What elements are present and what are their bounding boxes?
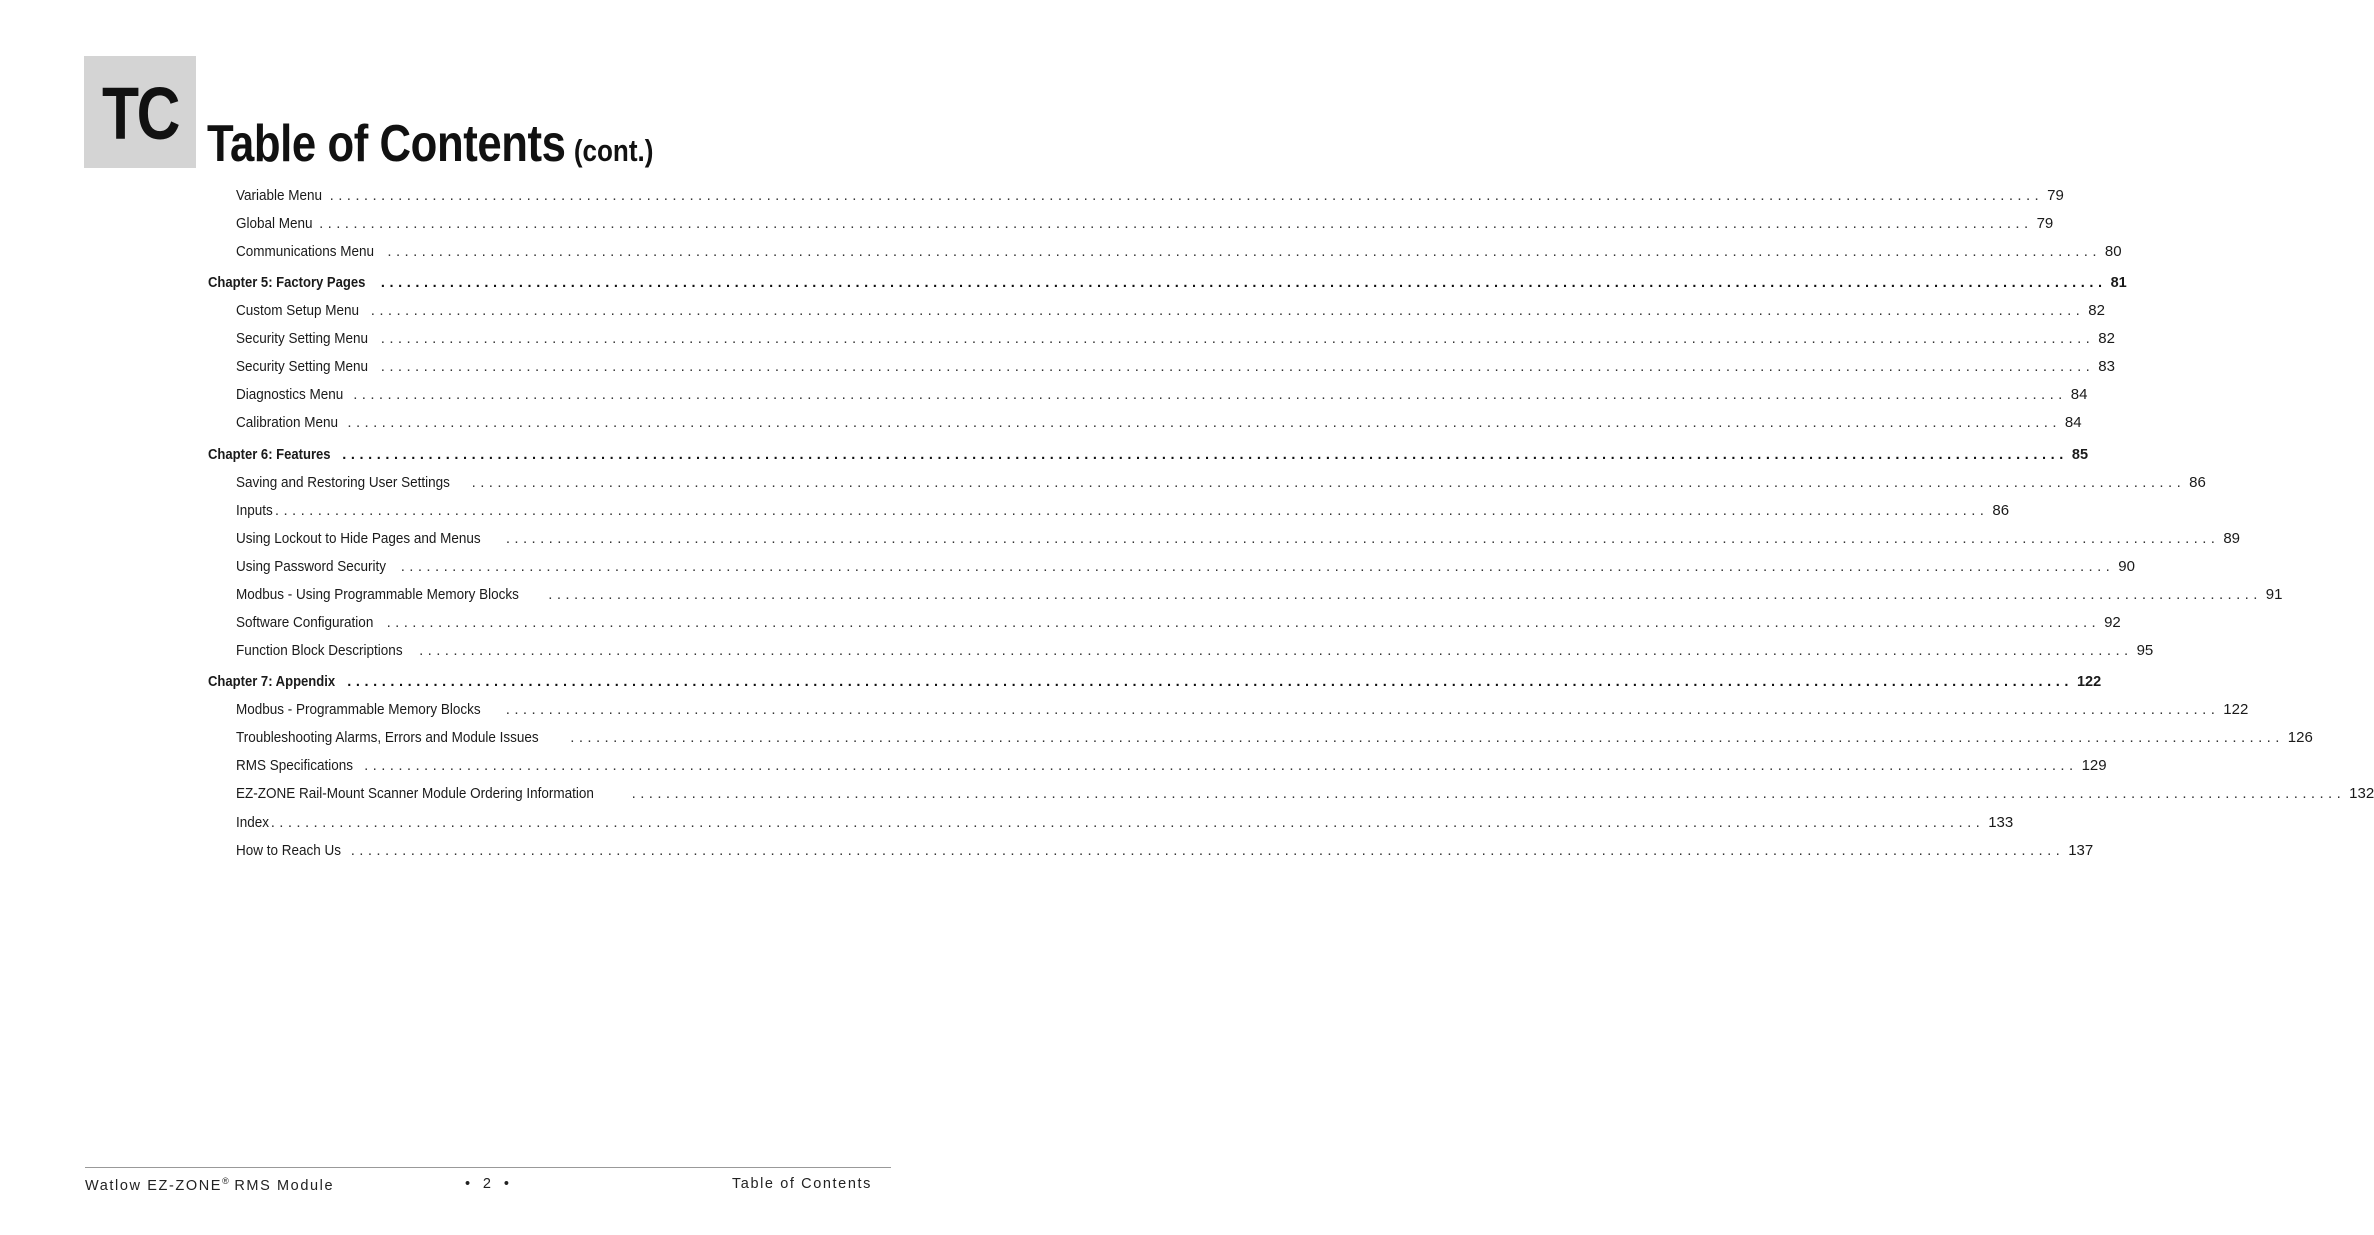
- footer-section-title: Table of Contents: [731, 1176, 872, 1192]
- toc-entry[interactable]: [236, 641, 2154, 661]
- toc-entry-label: Chapter 6: Features: [208, 447, 331, 463]
- toc-entry[interactable]: [236, 585, 2283, 605]
- toc-entry-label: RMS Specifications: [236, 757, 354, 774]
- toc-entry-page: 82: [2088, 302, 2105, 319]
- toc-leader-dots: ........................................................................................................................................................................................................: [386, 614, 2101, 631]
- toc-leader-dots: ........................................................................................................................................................................................................: [548, 586, 2262, 603]
- toc-leader-dots: ........................................................................................................................................................................................................: [380, 330, 2095, 347]
- toc-leader-dots: ........................................................................................................................................................................................................: [505, 530, 2220, 547]
- toc-entry[interactable]: [236, 186, 2064, 206]
- toc-leader-dots: ........................................................................................................................................................................................................: [419, 642, 2133, 659]
- toc-leader-dots: ........................................................................................................................................................................................................: [364, 757, 2078, 774]
- toc-entry-page: 86: [1992, 502, 2010, 519]
- toc-leader-dots: ........................................................................................................................................................................................................: [631, 785, 2346, 802]
- toc-entry[interactable]: [236, 214, 2054, 234]
- toc-leader-dots: ........................................................................................................................................................................................................: [400, 558, 2115, 575]
- toc-leader-dots: ........................................................................................................................................................................................................: [347, 674, 2073, 690]
- toc-chapter-entry[interactable]: [208, 273, 2127, 293]
- chapter-badge-text: TC: [102, 72, 178, 155]
- toc-entry[interactable]: [236, 557, 2135, 577]
- toc-entry-label: Using Password Security: [236, 558, 387, 575]
- toc-leader-dots: ........................................................................................................................................................................................................: [387, 243, 2101, 260]
- toc-leader-dots: ........................................................................................................................................................................................................: [570, 729, 2284, 746]
- toc-entry-page: 129: [2081, 757, 2107, 774]
- toc-entry-label: Modbus - Programmable Memory Blocks: [236, 701, 481, 718]
- toc-entry-page: 133: [1988, 814, 2014, 831]
- toc-entry[interactable]: [236, 242, 2122, 262]
- toc-entry-label: Security Setting Menu: [236, 358, 369, 375]
- toc-leader-dots: ........................................................................................................................................................................................................: [347, 414, 2061, 431]
- toc-entry-label: Variable Menu: [236, 187, 323, 204]
- toc-entry-page: 91: [2265, 586, 2283, 603]
- toc-leader-dots: ........................................................................................................................................................................................................: [270, 814, 1985, 831]
- footer-divider: [85, 1167, 891, 1168]
- toc-entry[interactable]: [236, 784, 2374, 804]
- toc-leader-dots: ........................................................................................................................................................................................................: [319, 215, 2033, 232]
- footer-product-suffix: RMS Module: [228, 1178, 335, 1194]
- toc-entry-label: Chapter 7: Appendix: [208, 674, 336, 690]
- toc-entry[interactable]: [236, 473, 2206, 493]
- toc-entry-page: 79: [2036, 215, 2054, 232]
- toc-entry-page: 137: [2068, 842, 2094, 859]
- toc-entry-label: Index: [236, 814, 270, 831]
- toc-leader-dots: ........................................................................................................................................................................................................: [342, 447, 2068, 463]
- toc-entry-page: 90: [2118, 558, 2135, 575]
- toc-entry[interactable]: [236, 529, 2241, 549]
- toc-entry-page: 122: [2223, 701, 2249, 718]
- toc-entry[interactable]: [236, 841, 2094, 861]
- footer-registered-mark: ®: [222, 1176, 229, 1186]
- toc-leader-dots: ........................................................................................................................................................................................................: [505, 701, 2220, 718]
- toc-entry[interactable]: [236, 329, 2115, 349]
- toc-entry-label: Calibration Menu: [236, 414, 339, 431]
- toc-entry[interactable]: [236, 613, 2121, 633]
- toc-entry-label: Security Setting Menu: [236, 330, 369, 347]
- toc-entry-label: Chapter 5: Factory Pages: [208, 275, 366, 291]
- toc-entry[interactable]: [236, 756, 2107, 776]
- toc-entry-label: Global Menu: [236, 215, 313, 232]
- toc-entry-page: 83: [2098, 358, 2115, 375]
- toc-entry-page: 122: [2076, 674, 2102, 690]
- toc-entry-page: 126: [2287, 729, 2313, 746]
- toc-entry-page: 89: [2223, 530, 2241, 547]
- toc-chapter-entry[interactable]: [208, 445, 2089, 465]
- toc-entry[interactable]: [236, 813, 2014, 833]
- toc-entry[interactable]: [236, 385, 2088, 405]
- toc-entry[interactable]: [236, 357, 2115, 377]
- toc-entry-page: 84: [2070, 386, 2088, 403]
- toc-entry-page: 85: [2071, 447, 2089, 463]
- toc-entry-page: 95: [2136, 642, 2154, 659]
- toc-leader-dots: ........................................................................................................................................................................................................: [370, 302, 2085, 319]
- footer-product: [85, 1176, 334, 1194]
- toc-entry-page: 86: [2189, 474, 2206, 491]
- toc-entry-label: Function Block Descriptions: [236, 642, 403, 659]
- toc-entry-label: Custom Setup Menu: [236, 302, 360, 319]
- page-title-main: Table of Contents: [207, 115, 566, 173]
- page-title-suffix: (cont.): [573, 133, 654, 168]
- toc-entry-label: Modbus - Using Programmable Memory Blocks: [236, 586, 519, 603]
- toc-entry-page: 82: [2098, 330, 2115, 347]
- toc-entry[interactable]: [236, 501, 2010, 521]
- toc-entry-page: 80: [2104, 243, 2122, 260]
- toc-entry-label: How to Reach Us: [236, 842, 342, 859]
- toc-leader-dots: ........................................................................................................................................................................................................: [380, 358, 2095, 375]
- toc-entry-label: Using Lockout to Hide Pages and Menus: [236, 530, 481, 547]
- toc-entry-label: EZ-ZONE Rail-Mount Scanner Module Ordering Information: [236, 785, 594, 802]
- toc-leader-dots: ........................................................................................................................................................................................................: [353, 386, 2067, 403]
- toc-entry-label: Software Configuration: [236, 614, 374, 631]
- footer-product-name: Watlow EZ-ZONE: [85, 1178, 223, 1194]
- toc-leader-dots: ........................................................................................................................................................................................................: [350, 842, 2065, 859]
- toc-entry-page: 81: [2110, 275, 2127, 291]
- toc-entry-label: Troubleshooting Alarms, Errors and Module Issues: [236, 729, 539, 746]
- toc-leader-dots: ........................................................................................................................................................................................................: [380, 275, 2107, 291]
- toc-chapter-entry[interactable]: [208, 672, 2102, 692]
- toc-entry[interactable]: [236, 700, 2249, 720]
- toc-entry-page: 132: [2349, 785, 2374, 802]
- toc-entry-label: Inputs: [236, 502, 273, 519]
- toc-entry-page: 79: [2047, 187, 2064, 204]
- toc-entry-label: Diagnostics Menu: [236, 386, 344, 403]
- toc-entry-label: Communications Menu: [236, 243, 375, 260]
- toc-entry-page: 92: [2104, 614, 2121, 631]
- toc-leader-dots: ........................................................................................................................................................................................................: [471, 474, 2186, 491]
- toc-entry[interactable]: [236, 301, 2105, 321]
- toc-leader-dots: ........................................................................................................................................................................................................: [329, 187, 2044, 204]
- toc-leader-dots: ........................................................................................................................................................................................................: [274, 502, 1989, 519]
- toc-entry[interactable]: [236, 413, 2082, 433]
- footer-page-number: • 2 •: [465, 1176, 511, 1192]
- toc-entry-label: Saving and Restoring User Settings: [236, 474, 450, 491]
- toc-entry-page: 84: [2064, 414, 2082, 431]
- toc-entry[interactable]: [236, 728, 2313, 748]
